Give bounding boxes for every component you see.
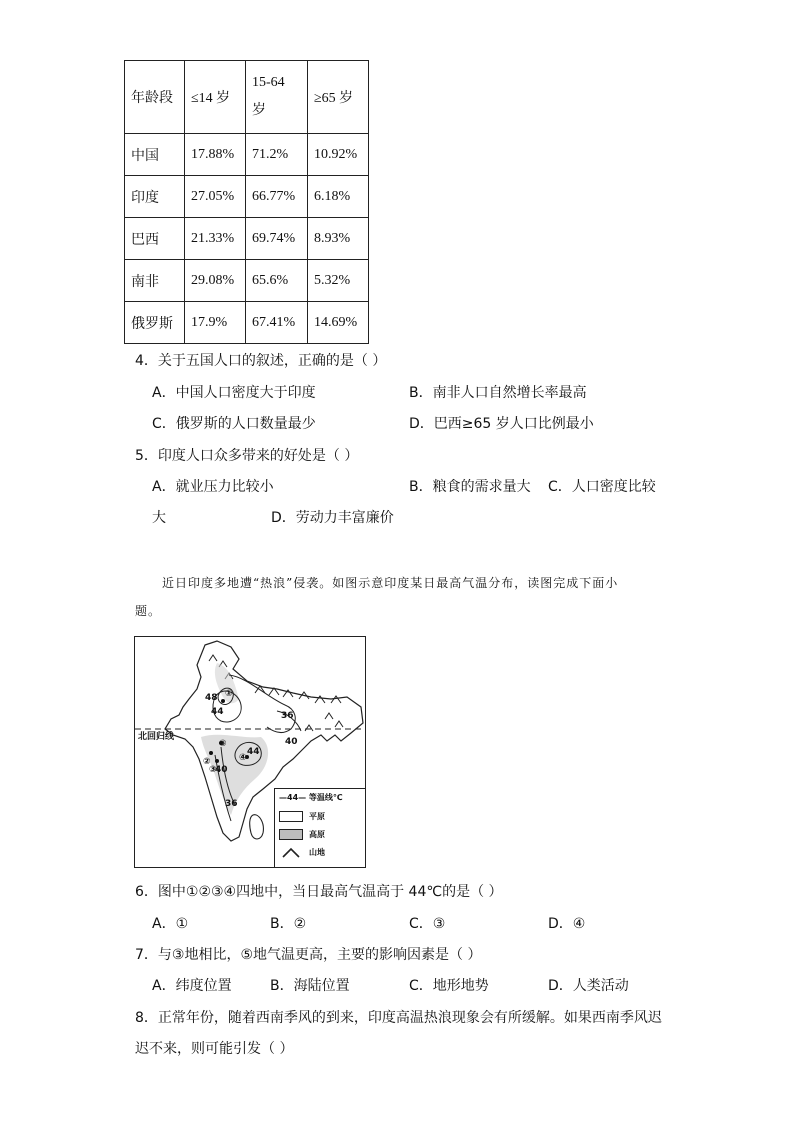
- table-row: [125, 260, 369, 302]
- table-cell: 巴西: [125, 218, 185, 260]
- site-dot: [221, 699, 225, 703]
- table-cell: 中国: [125, 134, 185, 176]
- header-over-65: ≥65 岁: [308, 61, 369, 134]
- question-6-option-c: C．③: [409, 916, 446, 932]
- header-age-group: 年龄段: [125, 61, 185, 134]
- question-4-option-c: C．俄罗斯的人口数量最少: [152, 416, 316, 432]
- map-intro-line2: 题。: [135, 604, 162, 618]
- legend-plateau-label: 高原: [309, 829, 325, 839]
- question-6-option-b: B．②: [270, 916, 307, 932]
- legend-plateau: [279, 829, 325, 840]
- question-4-option-b: B．南非人口自然增长率最高: [409, 385, 587, 401]
- table-cell: 10.92%: [308, 134, 369, 176]
- table-cell: 71.2%: [246, 134, 308, 176]
- table-cell: 65.6%: [246, 260, 308, 302]
- question-6-option-a: A．①: [152, 916, 189, 932]
- isotherm-label: 40: [285, 737, 298, 747]
- site-4-label: ④: [239, 753, 247, 763]
- table-cell: 印度: [125, 176, 185, 218]
- table-row: [125, 218, 369, 260]
- isotherm-label: 40: [215, 765, 228, 775]
- question-5-option-d: D．劳动力丰富廉价: [271, 510, 394, 526]
- question-5-option-a: A．就业压力比较小: [152, 479, 274, 495]
- question-7-option-c: C．地形地势: [409, 978, 489, 994]
- legend-isotherm-label: —44— 等温线℃: [279, 793, 343, 802]
- plain-swatch: [279, 811, 303, 822]
- legend-mountain: [279, 847, 325, 858]
- site-1-label: ①: [225, 689, 233, 699]
- question-5-stem: 5．印度人口众多带来的好处是（ ）: [135, 448, 359, 464]
- table-cell: 14.69%: [308, 302, 369, 344]
- table-cell: 66.77%: [246, 176, 308, 218]
- sri-lanka: [250, 815, 264, 839]
- legend-plain: [279, 811, 325, 822]
- table-row: [125, 134, 369, 176]
- question-7-option-a: A．纬度位置: [152, 978, 232, 994]
- question-5-option-c-continued: 大: [152, 510, 166, 526]
- table-cell: 17.9%: [185, 302, 246, 344]
- header-15-64-line2: 岁: [252, 103, 266, 118]
- table-cell: 俄罗斯: [125, 302, 185, 344]
- legend-isotherm: [279, 793, 343, 803]
- table-cell: 5.32%: [308, 260, 369, 302]
- table-row: [125, 176, 369, 218]
- map-intro-line1: 近日印度多地遭“热浪”侵袭。如图示意印度某日最高气温分布，读图完成下面小: [162, 576, 619, 590]
- plateau-swatch: [279, 829, 303, 840]
- header-15-64: [246, 61, 308, 134]
- tropic-label: 北回归线: [138, 732, 175, 742]
- table-cell: 8.93%: [308, 218, 369, 260]
- table-row: [125, 302, 369, 344]
- question-6-stem: 6．图中①②③④四地中，当日最高气温高于 44℃的是（ ）: [135, 884, 503, 900]
- table-cell: 27.05%: [185, 176, 246, 218]
- isotherm-label: 36: [281, 711, 294, 721]
- site-dot: [215, 759, 219, 763]
- table-cell: 67.41%: [246, 302, 308, 344]
- table-header-row: [125, 61, 369, 134]
- question-4-option-d: D．巴西≥65 岁人口比例最小: [409, 416, 594, 432]
- site-2-label: ②: [203, 757, 211, 767]
- header-15-64-line1: 15-64: [252, 75, 285, 90]
- isotherm-40-north: [229, 675, 295, 733]
- site-dot: [209, 751, 213, 755]
- table-cell: 29.08%: [185, 260, 246, 302]
- table-cell: 南非: [125, 260, 185, 302]
- question-8-line1: 8．正常年份，随着西南季风的到来，印度高温热浪现象会有所缓解。如果西南季风迟: [135, 1010, 662, 1026]
- question-7-option-d: D．人类活动: [548, 978, 629, 994]
- question-7-option-b: B．海陆位置: [270, 978, 350, 994]
- question-4-option-a: A．中国人口密度大于印度: [152, 385, 316, 401]
- legend-plain-label: 平原: [309, 811, 325, 821]
- india-temperature-map: [134, 636, 366, 868]
- table-cell: 6.18%: [308, 176, 369, 218]
- question-5-option-b: B．粮食的需求量大: [409, 479, 531, 495]
- isotherm-label: 48: [205, 693, 218, 703]
- table-cell: 17.88%: [185, 134, 246, 176]
- question-4-stem: 4．关于五国人口的叙述，正确的是（ ）: [135, 353, 387, 369]
- isotherm-label: 44: [247, 747, 260, 757]
- isotherm-label: 44: [211, 707, 224, 717]
- header-under-14: ≤14 岁: [185, 61, 246, 134]
- mountain-icon: [279, 847, 303, 858]
- question-5-option-c: C．人口密度比较: [548, 479, 656, 495]
- table-cell: 69.74%: [246, 218, 308, 260]
- question-6-option-d: D．④: [548, 916, 586, 932]
- table-cell: 21.33%: [185, 218, 246, 260]
- isotherm-label: 36: [225, 799, 238, 809]
- map-legend: [274, 788, 366, 868]
- site-3-label: ③: [209, 765, 217, 775]
- site-5-label: ⑤: [219, 739, 227, 749]
- population-table: [124, 60, 369, 344]
- legend-mountain-label: 山地: [309, 847, 325, 857]
- question-7-stem: 7．与③地相比，⑤地气温更高，主要的影响因素是（ ）: [135, 947, 482, 963]
- question-8-line2: 迟不来，则可能引发（ ）: [135, 1041, 294, 1057]
